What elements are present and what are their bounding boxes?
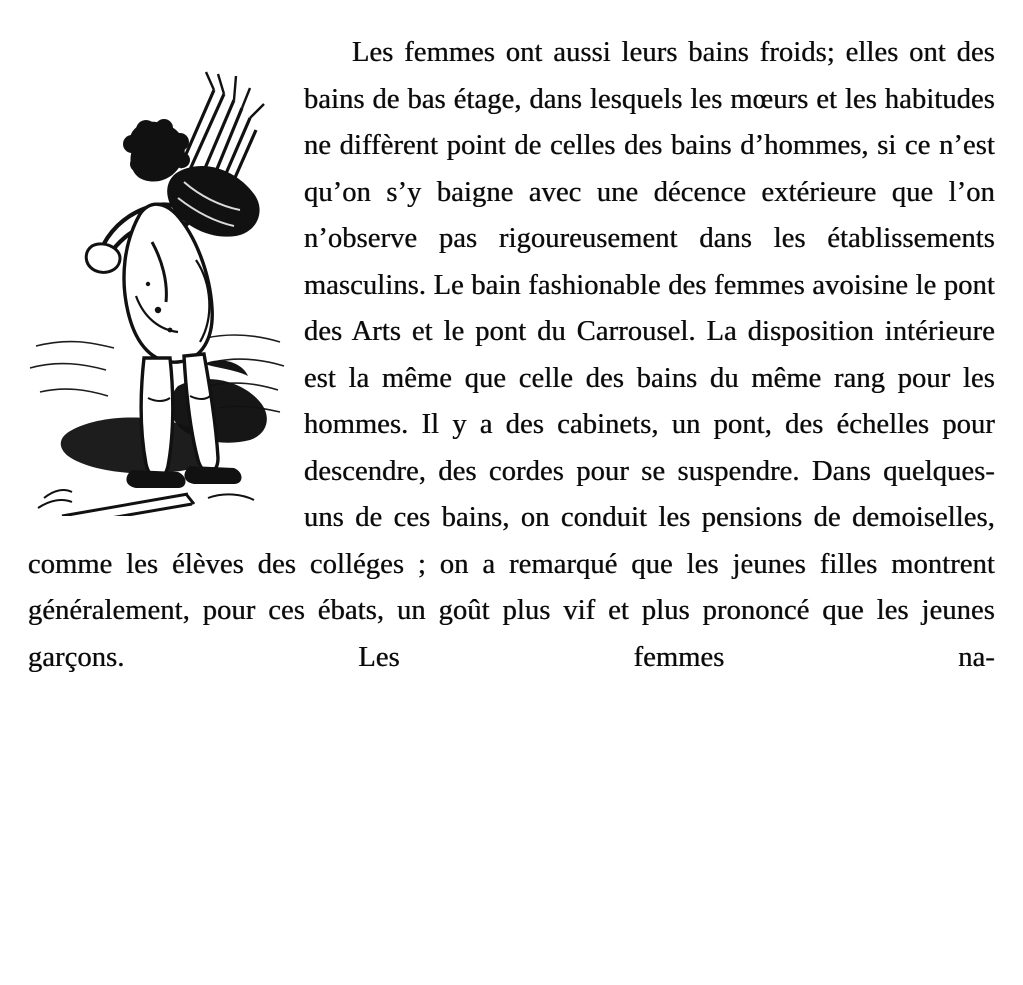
article-paragraph-1: Les femmes ont aussi leurs bains froids; elles ont des bains de bas étage, dans lesquels les mœurs et les habitudes ne diffèrent point de celles des bains d’hommes, si ce n’est qu’on s’y baigne avec une décence extérieure que l’on n’observe pas rigoureusement dans les établissements masculins. Le bain fashionable des femmes avoisine le pont des Arts et le pont du Carrousel. La disposition intérieure est la même que celle des bains du même rang pour les hommes. Il y a des cabinets, un pont, des échelles pour descendre, des cordes pour se suspendre. Dans quelques-uns de ces bains, on conduit les pensions de demoiselles, comme les élèves des colléges ; on a remarqué que les jeunes filles montrent généralement, pour ces ébats, un goût plus vif et plus prononcé que les jeunes garçons. Les femmes na- bbox=[28, 37, 995, 673]
engraving-boy-with-bundle-illustration bbox=[28, 46, 290, 516]
